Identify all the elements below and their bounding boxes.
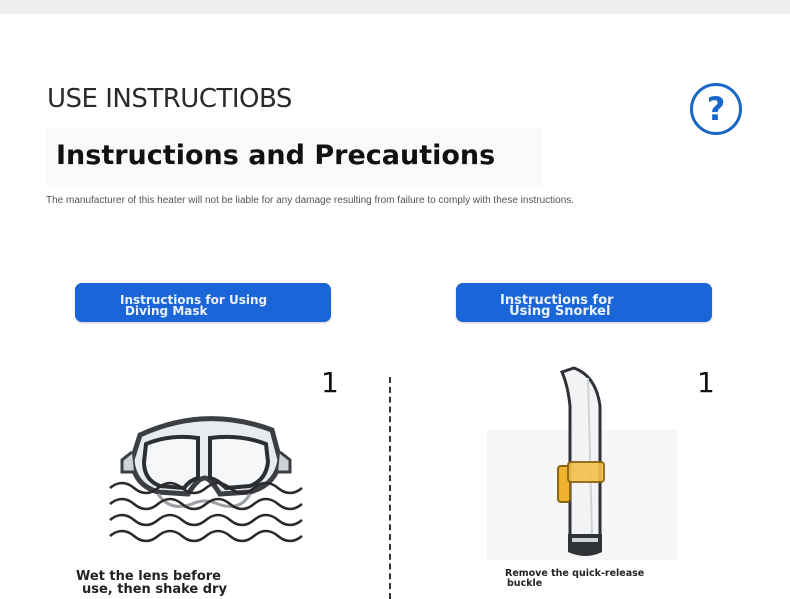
diving-mask-button-label	[120, 295, 267, 317]
snorkel-step-caption	[505, 569, 644, 589]
caption-line2: use, then shake dry	[82, 582, 227, 597]
top-bar	[0, 0, 790, 14]
diving-mask-illustration	[100, 400, 310, 560]
page-heading: USE INSTRUCTIOBS	[47, 84, 292, 114]
question-circle-icon[interactable]: ?	[690, 83, 742, 135]
caption-line1: Wet the lens before	[76, 569, 221, 584]
section-divider	[389, 377, 391, 599]
button-label-line1: Instructions for	[500, 293, 614, 308]
diving-mask-instructions-button[interactable]	[75, 283, 331, 322]
button-label-line2: Using Snorkel	[509, 304, 611, 319]
button-label-line1: Instructions for Using	[120, 293, 268, 307]
mask-step-caption	[76, 570, 227, 596]
caption-line2: buckle	[507, 578, 543, 589]
snorkel-button-label	[500, 295, 614, 317]
step-number-mask: 1	[321, 366, 339, 399]
snorkel-illustration	[540, 366, 620, 562]
snorkel-instructions-button[interactable]	[456, 283, 712, 322]
page-title: Instructions and Precautions	[56, 140, 496, 171]
caption-line1: Remove the quick-release	[505, 568, 645, 579]
disclaimer-text: The manufacturer of this heater will not be liable for any damage resulting from failure to comply with these instructions.	[46, 195, 575, 206]
button-label-line2: Diving Mask	[125, 304, 208, 318]
step-number-snorkel: 1	[697, 366, 715, 399]
